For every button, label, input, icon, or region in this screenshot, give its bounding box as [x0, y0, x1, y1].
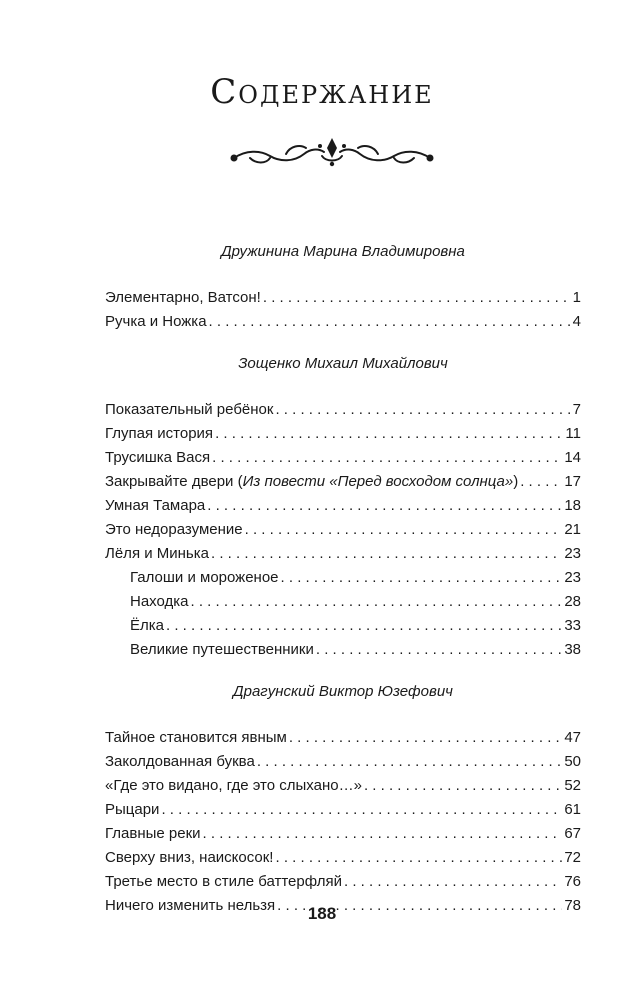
toc-entry[interactable] [105, 446, 581, 470]
dot-leader [215, 422, 563, 446]
entry-page: 61 [564, 801, 581, 818]
entry-page: 38 [564, 641, 581, 658]
toc-subentry[interactable] [105, 566, 581, 590]
dot-leader [316, 638, 562, 662]
entry-title: Рыцари [105, 801, 160, 818]
entry-page: 23 [564, 569, 581, 586]
dot-leader [203, 822, 563, 846]
entry-page: 7 [572, 401, 581, 418]
author-heading: Дружинина Марина Владимировна [221, 243, 465, 260]
entry-title: Находка [130, 593, 189, 610]
dot-leader [263, 286, 571, 310]
dot-leader [245, 518, 563, 542]
entry-title-italic: Из повести «Перед восходом солнца» [242, 473, 514, 490]
entry-page: 50 [564, 753, 581, 770]
toc-entry[interactable] [105, 518, 581, 542]
entry-title: Умная Тамара [105, 497, 206, 514]
entry-page: 21 [564, 521, 581, 538]
entry-title: Это недоразумение [105, 521, 243, 538]
entry-title: Ничего изменить нельзя [105, 897, 276, 914]
entry-title: Глупая история [105, 425, 214, 442]
entry-title-suffix: ) [513, 473, 519, 490]
entry-page: 1 [572, 289, 581, 306]
dot-leader [209, 310, 571, 334]
entry-title: «Где это видано, где это слыхано…» [105, 777, 362, 794]
toc-entry[interactable] [105, 398, 581, 422]
dot-leader [289, 726, 562, 750]
dot-leader [520, 470, 562, 494]
entry-title [105, 470, 518, 494]
toc-entry[interactable] [105, 774, 581, 798]
entry-title: Лёля и Минька [105, 545, 209, 562]
flourish-ornament [226, 132, 438, 172]
toc-entry[interactable] [105, 422, 581, 446]
dot-leader [212, 446, 562, 470]
toc-entry[interactable] [105, 750, 581, 774]
entry-title: Ёлка [130, 617, 164, 634]
entry-page: 33 [564, 617, 581, 634]
entry-page: 72 [564, 849, 581, 866]
page-title: Содержание [210, 72, 434, 112]
dot-leader [257, 750, 563, 774]
toc-entry[interactable] [105, 542, 581, 566]
toc-entry[interactable] [105, 726, 581, 750]
entry-title: Заколдованная буква [105, 753, 255, 770]
toc-entry[interactable] [105, 870, 581, 894]
toc-subentry[interactable] [105, 614, 581, 638]
entry-title: Показательный ребёнок [105, 401, 274, 418]
entry-page: 11 [565, 425, 581, 442]
entry-page: 18 [564, 497, 581, 514]
page-number: 188 [307, 904, 337, 923]
entry-page: 4 [572, 313, 581, 330]
dot-leader [191, 590, 563, 614]
dot-leader [364, 774, 562, 798]
toc-entry[interactable] [105, 846, 581, 870]
entry-title: Третье место в стиле баттерфляй [105, 873, 342, 890]
entry-title: Великие путешественники [130, 641, 314, 658]
entry-title: Ручка и Ножка [105, 313, 207, 330]
dot-leader [211, 542, 562, 566]
entry-title: Элементарно, Ватсон! [105, 289, 261, 306]
entry-page: 17 [564, 473, 581, 490]
entry-page: 28 [564, 593, 581, 610]
entry-title: Трусишка Вася [105, 449, 211, 466]
dot-leader [281, 566, 563, 590]
table-of-contents [105, 240, 581, 918]
dot-leader [275, 398, 570, 422]
toc-entry[interactable] [105, 286, 581, 310]
entry-title-prefix: Закрывайте двери ( [105, 473, 243, 490]
entry-title: Сверху вниз, наискосок! [105, 849, 274, 866]
toc-subentry[interactable] [105, 590, 581, 614]
author-heading: Драгунский Виктор Юзефович [233, 683, 453, 700]
toc-entry[interactable] [105, 310, 581, 334]
entry-title: Тайное становится явным [105, 729, 287, 746]
entry-title: Галоши и мороженое [130, 569, 279, 586]
dot-leader [166, 614, 562, 638]
author-heading: Зощенко Михаил Михайлович [238, 355, 448, 372]
entry-page: 23 [564, 545, 581, 562]
toc-entry[interactable] [105, 494, 581, 518]
toc-subentry[interactable] [105, 638, 581, 662]
dot-leader [344, 870, 562, 894]
toc-entry[interactable] [105, 470, 581, 494]
toc-entry[interactable] [105, 798, 581, 822]
entry-page: 52 [564, 777, 581, 794]
entry-page: 67 [564, 825, 581, 842]
entry-title: Главные реки [105, 825, 201, 842]
toc-entry[interactable] [105, 822, 581, 846]
entry-page: 76 [564, 873, 581, 890]
dot-leader [275, 846, 562, 870]
dot-leader [161, 798, 562, 822]
dot-leader [207, 494, 562, 518]
entry-page: 47 [564, 729, 581, 746]
entry-page: 78 [564, 897, 581, 914]
entry-page: 14 [564, 449, 581, 466]
